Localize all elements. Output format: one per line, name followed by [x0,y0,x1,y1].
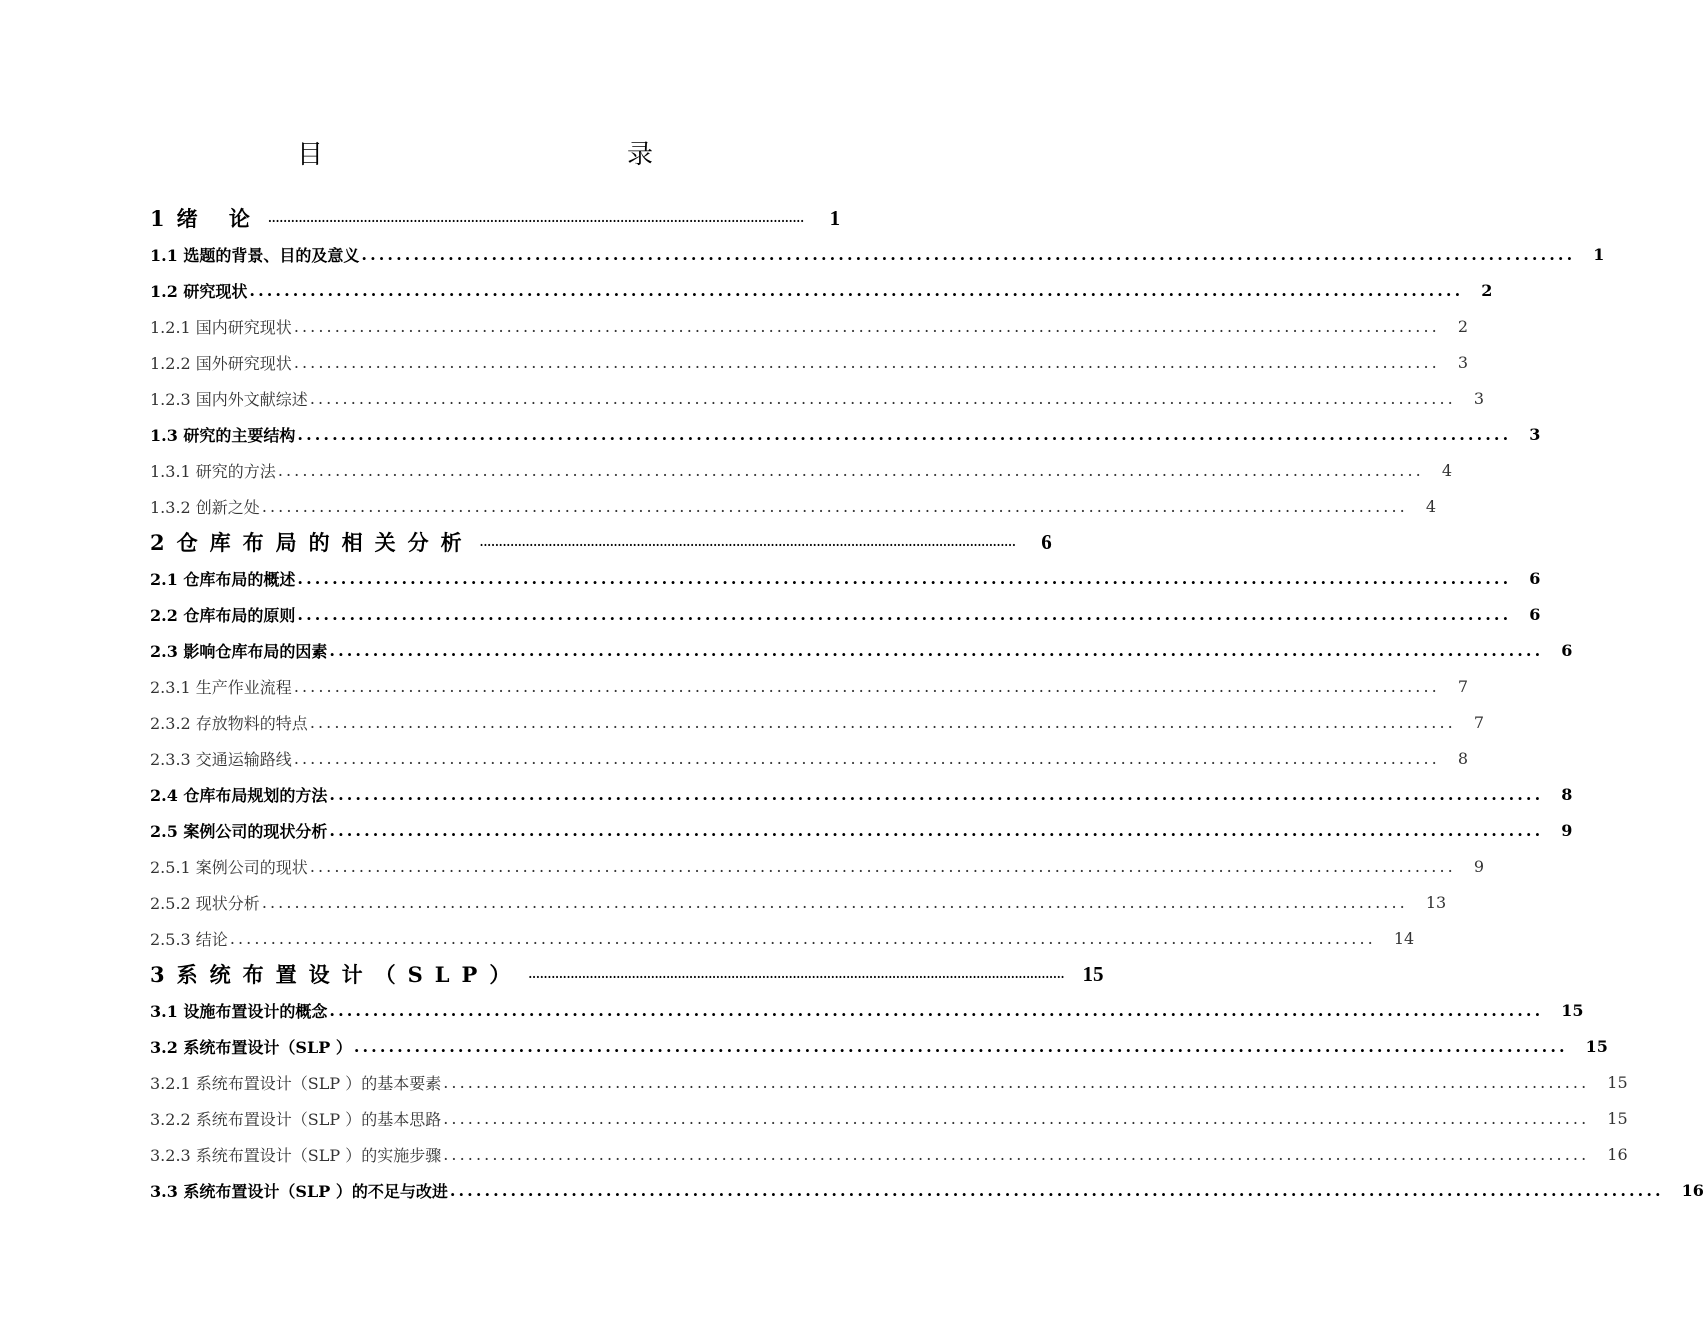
toc-entry-label: 3.3 系统布置设计（SLP ）的不足与改进 [150,1181,448,1201]
toc-subsection-entry[interactable] [150,380,1485,416]
toc-leader-dots: ............................................................................................................................................ [261,496,1408,516]
toc-chapter-entry[interactable] [150,524,1052,560]
toc-entry-label: 2.3 影响仓库布局的因素 [150,641,328,661]
toc-leader-dots: ............................................................................................................................................ [229,928,1376,948]
toc-subsection-entry[interactable] [150,308,1469,344]
toc-entry-label: 2.5.2 现状分析 [150,893,260,913]
toc-entry-label: 1.2.3 国内外文献综述 [150,389,308,409]
toc-subsection-entry[interactable] [150,668,1469,704]
toc-page-number: 16 [1607,1144,1628,1164]
toc-entry-label: 2.1 仓库布局的概述 [150,569,296,589]
toc-subsection-entry[interactable] [150,1136,1628,1172]
toc-subsection-entry[interactable] [150,1064,1628,1100]
toc-leader-dots: ............................................................................................................................................ [479,535,1016,549]
toc-entry-label: 1绪 论 [150,206,262,231]
toc-subsection-entry[interactable] [150,740,1469,776]
toc-page-number: 13 [1425,892,1447,912]
toc-entry-label: 2.3.2 存放物料的特点 [150,713,308,733]
toc-subsection-entry[interactable] [150,344,1469,380]
toc-page-number: 15 [1585,1036,1608,1056]
toc-subsection-entry[interactable] [150,1100,1628,1136]
toc-leader-dots: ............................................................................................................................................ [309,388,1456,408]
toc-leader-dots: ............................................................................................................................................ [297,604,1512,624]
toc-leader-dots: ............................................................................................................................................ [249,280,1464,300]
toc-entry-label: 2仓库布局的相关分析 [150,530,474,555]
toc-entry-label: 3系统布置设计（SLP） [150,962,523,987]
toc-page-number: 1 [829,205,841,230]
toc-page-number: 8 [1457,748,1469,768]
toc-entry-label: 2.3.3 交通运输路线 [150,749,292,769]
toc-section-entry[interactable] [150,272,1493,308]
toc-leader-dots: ............................................................................................................................................ [309,856,1456,876]
toc-page-number: 4 [1441,460,1453,480]
toc-page-number: 7 [1473,712,1485,732]
toc-leader-dots: ............................................................................................................................................ [261,892,1408,912]
toc-section-entry[interactable] [150,1172,1704,1208]
toc-entry-label: 1.2.2 国外研究现状 [150,353,292,373]
toc-page-number: 9 [1561,820,1573,840]
toc-entry-label: 1.2 研究现状 [150,281,248,301]
toc-page-number: 3 [1473,388,1485,408]
toc-leader-dots: ............................................................................................................................................ [293,748,1440,768]
toc-entry-label: 3.2 系统布置设计（SLP ） [150,1037,352,1057]
toc-section-entry[interactable] [150,416,1541,452]
toc-entry-label: 1.1 选题的背景、目的及意义 [150,245,360,265]
toc-leader-dots: ............................................................................................................................................ [329,784,1544,804]
toc-page-number: 3 [1529,424,1541,444]
toc-leader-dots: ............................................................................................................................................ [329,1000,1544,1020]
toc-leader-dots: ............................................................................................................................................ [443,1072,1590,1092]
toc-section-entry[interactable] [150,632,1573,668]
toc-page-number: 16 [1681,1180,1704,1200]
toc-page-number: 4 [1425,496,1437,516]
toc-subsection-entry[interactable] [150,488,1437,524]
toc-title: 目 录 [296,140,737,170]
toc-leader-dots: ............................................................................................................................................ [293,316,1440,336]
toc-leader-dots: ............................................................................................................................................ [443,1108,1590,1128]
toc-chapter-entry[interactable] [150,956,1104,992]
toc-entry-label: 2.4 仓库布局规划的方法 [150,785,328,805]
toc-section-entry[interactable] [150,992,1584,1028]
toc-leader-dots: ............................................................................................................................................ [297,424,1512,444]
toc-page-number: 9 [1473,856,1485,876]
toc-entry-label: 1.3.2 创新之处 [150,497,260,517]
toc-page-number: 6 [1529,568,1541,588]
toc-page-number: 2 [1481,280,1493,300]
toc-leader-dots: ............................................................................................................................................ [329,820,1544,840]
toc-section-entry[interactable] [150,236,1605,272]
toc-subsection-entry[interactable] [150,452,1453,488]
toc-page-number: 14 [1393,928,1415,948]
toc-entry-label: 3.2.2 系统布置设计（SLP ）的基本思路 [150,1109,442,1129]
toc-page-number: 1 [1593,244,1605,264]
toc-entry-label: 1.3.1 研究的方法 [150,461,276,481]
toc-page-number: 15 [1082,961,1104,986]
toc-leader-dots: ............................................................................................................................................ [267,211,805,225]
toc-leader-dots: ............................................................................................................................................ [528,967,1065,981]
toc-entry-label: 2.2 仓库布局的原则 [150,605,296,625]
toc-leader-dots: ............................................................................................................................................ [309,712,1456,732]
toc-chapter-entry[interactable] [150,200,841,236]
toc-entry-label: 2.5 案例公司的现状分析 [150,821,328,841]
toc-page-number: 15 [1561,1000,1584,1020]
toc-list [150,200,1704,1208]
toc-page-number: 2 [1457,316,1469,336]
toc-subsection-entry[interactable] [150,848,1485,884]
toc-page-number: 15 [1607,1072,1628,1092]
toc-page-number: 15 [1607,1108,1628,1128]
toc-leader-dots: ............................................................................................................................................ [293,676,1440,696]
toc-section-entry[interactable] [150,812,1573,848]
toc-entry-label: 2.3.1 生产作业流程 [150,677,292,697]
toc-subsection-entry[interactable] [150,884,1447,920]
toc-page-number: 6 [1561,640,1573,660]
toc-entry-label: 3.1 设施布置设计的概念 [150,1001,328,1021]
toc-entry-label: 3.2.1 系统布置设计（SLP ）的基本要素 [150,1073,442,1093]
toc-entry-label: 3.2.3 系统布置设计（SLP ）的实施步骤 [150,1145,442,1165]
toc-leader-dots: ............................................................................................................................................ [277,460,1424,480]
toc-leader-dots: ............................................................................................................................................ [329,640,1544,660]
toc-leader-dots: ............................................................................................................................................ [293,352,1440,372]
toc-leader-dots: ............................................................................................................................................ [353,1036,1568,1056]
toc-page-number: 6 [1041,529,1052,554]
toc-section-entry[interactable] [150,1028,1608,1064]
toc-entry-label: 2.5.1 案例公司的现状 [150,857,308,877]
toc-section-entry[interactable] [150,560,1541,596]
toc-entry-label: 1.2.1 国内研究现状 [150,317,292,337]
toc-page-number: 8 [1561,784,1573,804]
toc-subsection-entry[interactable] [150,920,1415,956]
toc-subsection-entry[interactable] [150,704,1485,740]
toc-leader-dots: ............................................................................................................................................ [361,244,1576,264]
toc-entry-label: 2.5.3 结论 [150,929,228,949]
toc-leader-dots: ............................................................................................................................................ [443,1144,1590,1164]
toc-page-number: 7 [1457,676,1469,696]
toc-section-entry[interactable] [150,596,1541,632]
toc-page-number: 6 [1529,604,1541,624]
toc-entry-label: 1.3 研究的主要结构 [150,425,296,445]
toc-page-number: 3 [1457,352,1469,372]
toc-section-entry[interactable] [150,776,1573,812]
toc-leader-dots: ............................................................................................................................................ [449,1180,1664,1200]
toc-leader-dots: ............................................................................................................................................ [297,568,1512,588]
